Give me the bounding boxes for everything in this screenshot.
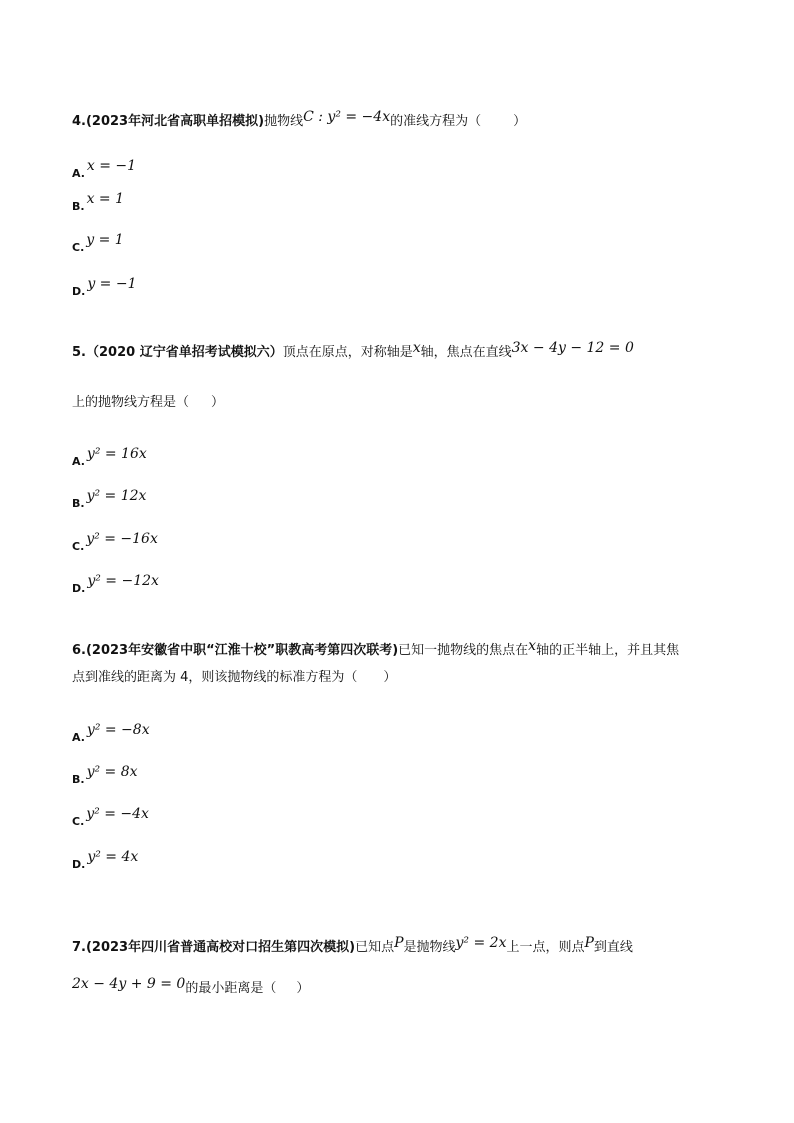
option-letter: C. [72, 241, 85, 254]
question-5-text-line2: 上的抛物线方程是（ [72, 395, 190, 410]
question-4-text-before: 抛物线 [264, 114, 304, 129]
question-5-text-2: 轴，焦点在直线 [420, 345, 512, 360]
question-7-text-3: 上一点，则点 [506, 940, 585, 955]
option-math: y² = 16x [86, 446, 147, 462]
question-7-var-p2: P [584, 935, 594, 951]
question-7-line-equation: 2x − 4y + 9 = 0 [72, 976, 186, 992]
question-7-stem [72, 937, 633, 958]
question-5-text-1: 顶点在原点，对称轴是 [282, 345, 413, 360]
option-letter: B. [72, 200, 85, 213]
question-7-stem-line2 [72, 978, 309, 999]
option-math: x = −1 [86, 158, 137, 174]
question-7-text-4: 到直线 [593, 940, 633, 955]
question-7-parabola: y² = 2x [455, 935, 507, 951]
question-7-text-1: 已知点 [355, 940, 395, 955]
question-6-stem [72, 640, 679, 661]
question-7-text-5: 的最小距离是（ [185, 981, 277, 996]
question-5-stem [72, 342, 634, 363]
question-5-var: x [412, 340, 421, 356]
question-4-option-d [72, 278, 137, 299]
option-letter: A. [72, 731, 85, 744]
question-4-option-b [72, 193, 124, 214]
option-math: y² = 8x [86, 764, 138, 780]
question-7-text-2: 是抛物线 [403, 940, 456, 955]
option-letter: C. [72, 815, 85, 828]
option-letter: B. [72, 773, 85, 786]
question-5-stem-line2 [72, 393, 224, 413]
question-4-option-c [72, 234, 124, 255]
question-7-close-paren: ） [296, 981, 310, 996]
question-6-option-b [72, 766, 138, 787]
question-4-equation: C : y² = −4x [303, 109, 391, 125]
question-6-number: 6. [72, 643, 86, 658]
question-4-option-a [72, 160, 136, 181]
question-5-number: 5. [72, 345, 86, 360]
question-5-equation: 3x − 4y − 12 = 0 [511, 340, 634, 356]
option-letter: D. [72, 858, 86, 871]
question-5-option-b [72, 490, 146, 511]
option-math: x = 1 [86, 191, 125, 207]
question-5-option-d [72, 575, 159, 596]
question-5-option-a [72, 448, 147, 469]
question-4-text-after: 的准线方程为（ [390, 114, 482, 129]
question-4-stem [72, 111, 526, 132]
question-6-option-a [72, 724, 150, 745]
option-letter: B. [72, 497, 85, 510]
question-6-text-line2: 点到准线的距离为 4，则该抛物线的标准方程为（ [72, 670, 358, 685]
question-7-number: 7. [72, 940, 86, 955]
question-7-var-p1: P [394, 935, 404, 951]
question-6-var: x [528, 638, 537, 654]
option-math: y² = 4x [87, 849, 139, 865]
option-letter: A. [72, 455, 85, 468]
option-math: y² = 12x [86, 488, 147, 504]
question-5-option-c [72, 533, 158, 554]
question-5-source: （2020 辽宁省单招考试模拟六） [85, 345, 283, 360]
option-math: y² = −4x [86, 806, 149, 822]
option-math: y = 1 [86, 232, 124, 248]
option-math: y² = −12x [87, 573, 159, 589]
option-math: y² = −8x [86, 722, 150, 738]
question-6-option-c [72, 808, 149, 829]
question-7-source: (2023年四川省普通高校对口招生第四次模拟) [85, 940, 356, 955]
question-6-close-paren: ） [383, 670, 397, 685]
question-6-text-1: 已知一抛物线的焦点在 [398, 643, 529, 658]
question-6-source: (2023年安徽省中职“江淮十校”职教高考第四次联考) [85, 643, 399, 658]
question-6-stem-line2 [72, 668, 396, 688]
question-6-text-2: 轴的正半轴上，并且其焦 [536, 643, 680, 658]
question-5-close-paren: ） [211, 395, 225, 410]
option-math: y = −1 [87, 276, 137, 292]
option-letter: D. [72, 582, 86, 595]
question-4-close-paren: ） [513, 114, 527, 129]
option-letter: A. [72, 167, 85, 180]
question-4-number: 4. [72, 114, 86, 129]
option-math: y² = −16x [86, 531, 158, 547]
option-letter: D. [72, 285, 86, 298]
question-4-source: (2023年河北省高职单招模拟) [85, 114, 265, 129]
option-letter: C. [72, 540, 85, 553]
question-6-option-d [72, 851, 138, 872]
